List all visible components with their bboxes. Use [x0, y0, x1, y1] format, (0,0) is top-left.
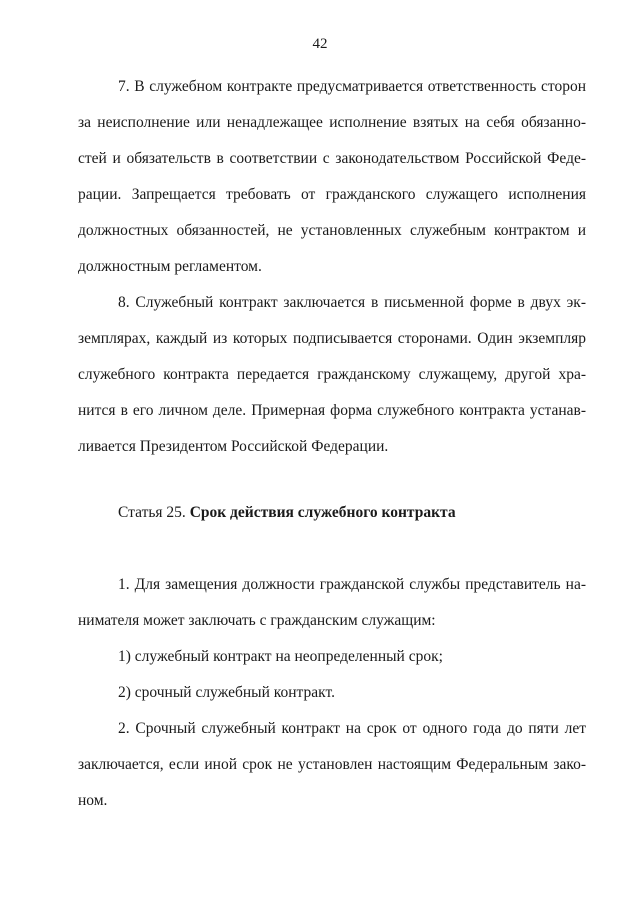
paragraph-8-line-5: ливается Президентом Российской Федерации.	[78, 438, 389, 455]
article-paragraph-1-line-2: нимателя может заключать с гражданским служащим:	[78, 612, 436, 629]
list-item-2: 2) срочный служебный контракт.	[118, 684, 335, 701]
article-paragraph-2-line-2: заключается, если иной срок не установлен настоящим Федеральным зако-	[78, 756, 586, 773]
paragraph-7-line-4: рации. Запрещается требовать от гражданского служащего исполнения	[78, 186, 586, 203]
paragraph-7-line-6: должностным регламентом.	[78, 258, 262, 275]
list-item-1: 1) служебный контракт на неопределенный срок;	[118, 648, 443, 665]
article-paragraph-2-line-1: 2. Срочный служебный контракт на срок от одного года до пяти лет	[118, 720, 586, 737]
paragraph-7-line-3: стей и обязательств в соответствии с законодательством Российской Феде-	[78, 150, 586, 167]
article-number: Статья 25.	[118, 504, 190, 521]
paragraph-8-line-2: земплярах, каждый из которых подписывается сторонами. Один экземпляр	[78, 330, 586, 347]
article-paragraph-1-line-1: 1. Для замещения должности гражданской службы представитель на-	[118, 576, 586, 593]
paragraph-8-line-1: 8. Служебный контракт заключается в письменной форме в двух эк-	[118, 294, 586, 311]
paragraph-8-line-4: нится в его личном деле. Примерная форма служебного контракта устанав-	[78, 402, 586, 419]
paragraph-7-line-2: за неисполнение или ненадлежащее исполнение взятых на себя обязанно-	[78, 114, 586, 131]
page-number: 42	[312, 36, 328, 52]
article-paragraph-2-line-3: ном.	[78, 792, 108, 809]
paragraph-8-line-3: служебного контракта передается гражданскому служащему, другой хра-	[78, 366, 586, 383]
paragraph-7-line-1: 7. В служебном контракте предусматривается ответственность сторон	[118, 78, 586, 95]
paragraph-7-line-5: должностных обязанностей, не установленных служебным контрактом и	[78, 222, 586, 239]
article-title: Срок действия служебного контракта	[189, 504, 456, 521]
